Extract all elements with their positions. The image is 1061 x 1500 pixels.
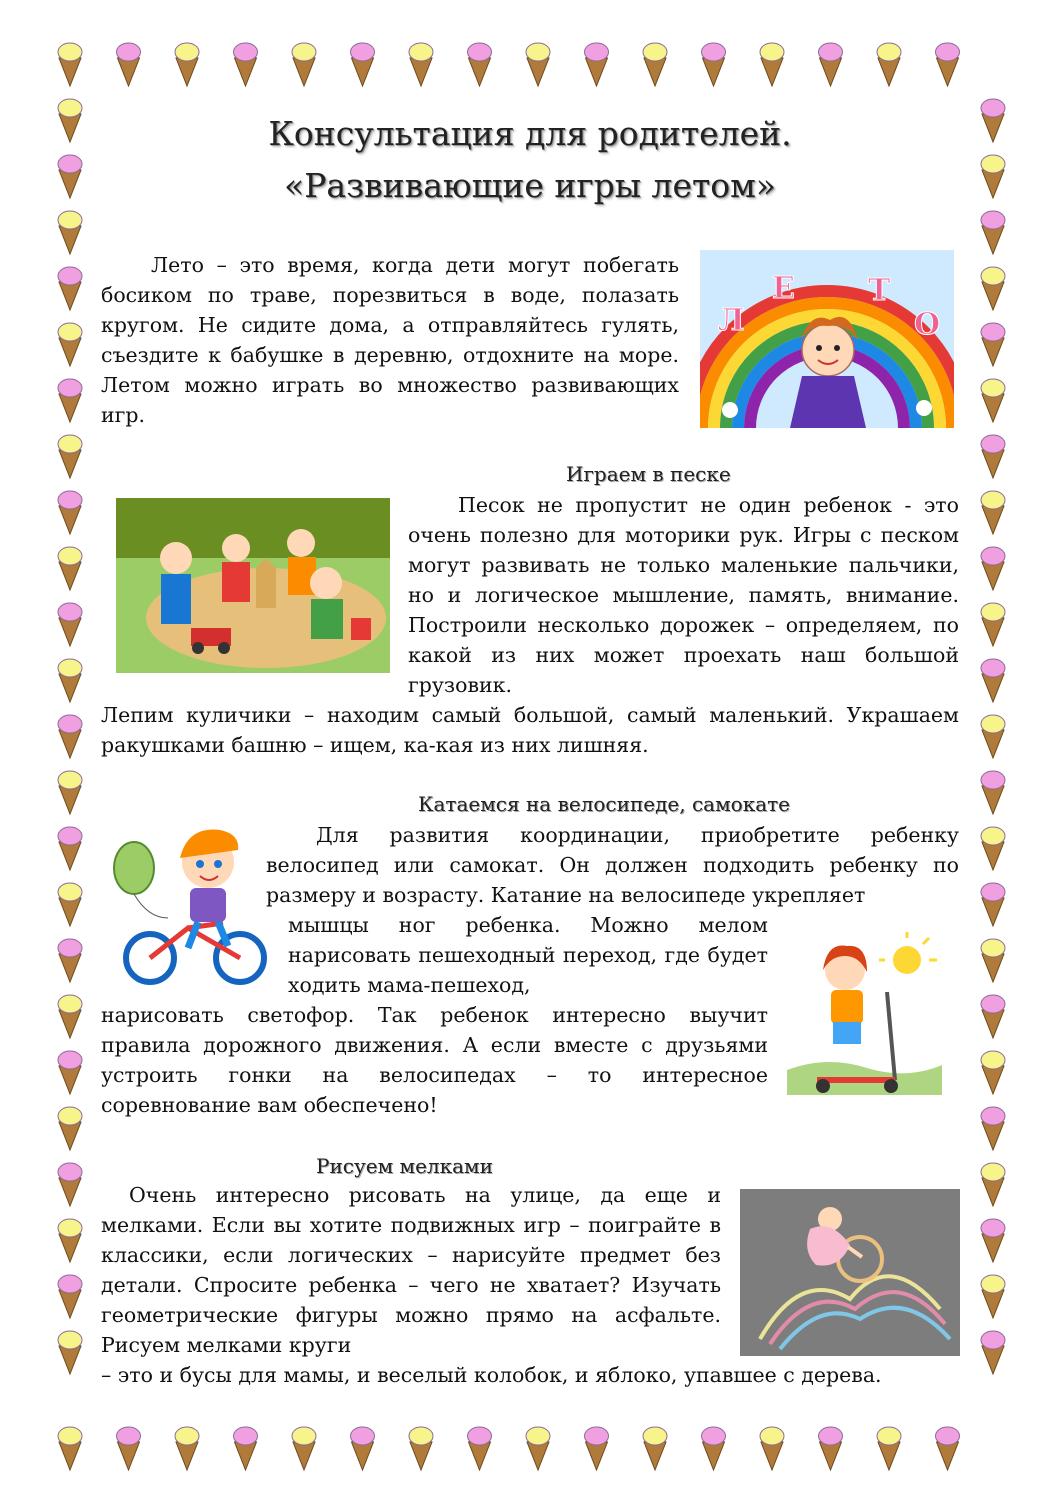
ice-cream-cone-icon xyxy=(58,267,82,310)
ice-cream-cone-icon xyxy=(981,603,1005,646)
chalk-paragraph-last: – это и бусы для мамы, и веселый колобок, и яблоко, упавшее с дерева. xyxy=(101,1363,882,1387)
ice-cream-cone-icon xyxy=(981,323,1005,366)
chalk-paragraph: Очень интересно рисовать на улице, да еще и мелками. Если вы хотите подвижных игр – поиграйте в классики, если логических – нарисуйте предмет без детали. Спросите ребенка – чего не хватает? Изучать геометрические фигуры можно прямо на асфальте. Рисуем мелками круги xyxy=(101,1183,721,1357)
ice-cream-cone-icon xyxy=(981,155,1005,198)
ice-cream-cone-icon xyxy=(981,1331,1005,1374)
ice-cream-cone-icon xyxy=(58,939,82,982)
ice-cream-cone-icon xyxy=(526,43,550,86)
ice-cream-cone-icon xyxy=(643,1427,667,1470)
ice-cream-cone-icon xyxy=(819,43,843,86)
ice-cream-cone-icon xyxy=(981,659,1005,702)
ice-cream-cone-icon xyxy=(877,43,901,86)
ice-cream-cone-icon xyxy=(981,939,1005,982)
ice-cream-cone-icon xyxy=(58,715,82,758)
girl-drawing-chalk-image xyxy=(740,1189,960,1356)
boy-on-bicycle-image xyxy=(108,818,268,988)
ice-cream-cone-icon xyxy=(819,1427,843,1470)
ice-cream-cone-icon xyxy=(292,1427,316,1470)
ice-cream-cone-icon xyxy=(351,43,375,86)
ice-cream-cone-icon xyxy=(760,1427,784,1470)
ice-cream-cone-icon xyxy=(981,379,1005,422)
girl-on-scooter-image xyxy=(787,930,942,1095)
ice-cream-cone-icon xyxy=(351,1427,375,1470)
chalk-heading: Рисуем мелками xyxy=(316,1154,493,1178)
ice-cream-cone-icon xyxy=(981,883,1005,926)
ice-cream-cone-icon xyxy=(58,99,82,142)
bike-heading: Катаемся на велосипеде, самокате xyxy=(418,792,791,816)
ice-cream-cone-icon xyxy=(936,1427,960,1470)
ice-cream-cone-icon xyxy=(58,603,82,646)
ice-cream-cone-icon xyxy=(981,1275,1005,1318)
ice-cream-cone-icon xyxy=(936,43,960,86)
summer-letter-4: О xyxy=(914,307,941,342)
ice-cream-cone-icon xyxy=(981,547,1005,590)
ice-cream-cone-icon xyxy=(468,43,492,86)
ice-cream-cone-icon xyxy=(981,491,1005,534)
ice-cream-cone-icon xyxy=(58,155,82,198)
ice-cream-cone-icon xyxy=(981,827,1005,870)
ice-cream-cone-icon xyxy=(58,491,82,534)
ice-cream-cone-icon xyxy=(292,43,316,86)
summer-letter-2: Е xyxy=(772,271,795,306)
summer-letter-3: Т xyxy=(868,273,891,308)
ice-cream-cone-icon xyxy=(58,547,82,590)
ice-cream-cone-icon xyxy=(981,1107,1005,1150)
page-title-line2: «Развивающие игры летом» xyxy=(284,166,776,205)
ice-cream-cone-icon xyxy=(58,771,82,814)
ice-cream-cone-icon xyxy=(58,1051,82,1094)
ice-cream-cone-icon xyxy=(58,435,82,478)
ice-cream-cone-icon xyxy=(234,1427,258,1470)
ice-cream-cone-icon xyxy=(702,43,726,86)
ice-cream-cone-icon xyxy=(981,267,1005,310)
ice-cream-cone-icon xyxy=(58,1163,82,1206)
ice-cream-cone-icon xyxy=(117,43,141,86)
ice-cream-cone-icon xyxy=(58,1331,82,1374)
ice-cream-cone-icon xyxy=(643,43,667,86)
summer-letter-1: Л xyxy=(718,303,745,338)
ice-cream-cone-icon xyxy=(58,379,82,422)
ice-cream-cone-icon xyxy=(175,1427,199,1470)
intro-paragraph: Лето – это время, когда дети могут побегать босиком по траве, порезвиться в воде, полазать кругом. Не сидите дома, а отправляйтесь гулять, съездите к бабушке в деревню, отдохните на море. Летом можно играть во множество развивающих игр. xyxy=(101,253,679,427)
summer-rainbow-image xyxy=(700,250,954,428)
ice-cream-cone-icon xyxy=(760,43,784,86)
ice-cream-cone-icon xyxy=(58,883,82,926)
ice-cream-cone-icon xyxy=(702,1427,726,1470)
ice-cream-cone-icon xyxy=(981,1219,1005,1262)
sand-heading: Играем в песке xyxy=(566,462,731,486)
ice-cream-cone-icon xyxy=(409,43,433,86)
ice-cream-cone-icon xyxy=(58,1107,82,1150)
ice-cream-cone-icon xyxy=(58,827,82,870)
ice-cream-cone-icon xyxy=(409,1427,433,1470)
ice-cream-cone-icon xyxy=(877,1427,901,1470)
ice-cream-cone-icon xyxy=(117,1427,141,1470)
ice-cream-cone-icon xyxy=(981,995,1005,1038)
ice-cream-cone-icon xyxy=(585,43,609,86)
ice-cream-cone-icon xyxy=(981,771,1005,814)
ice-cream-cone-icon xyxy=(981,99,1005,142)
ice-cream-cone-icon xyxy=(58,1427,82,1470)
ice-cream-cone-icon xyxy=(981,1051,1005,1094)
ice-cream-cone-icon xyxy=(981,211,1005,254)
bike-paragraph-middle: мышцы ног ребенка. Можно мелом нарисовать пешеходный переход, где будет ходить мама-пешеход, xyxy=(288,913,768,997)
ice-cream-cone-icon xyxy=(58,323,82,366)
ice-cream-cone-icon xyxy=(58,43,82,86)
ice-cream-cone-icon xyxy=(526,1427,550,1470)
ice-cream-cone-icon xyxy=(468,1427,492,1470)
ice-cream-cone-icon xyxy=(981,435,1005,478)
sand-paragraph-continued: Лепим куличики – находим самый большой, самый маленький. Украшаем ракушками башню – ищем, ка-кая из них лишняя. xyxy=(101,703,959,757)
sandbox-image xyxy=(116,498,390,673)
ice-cream-cone-icon xyxy=(175,43,199,86)
ice-cream-cone-icon xyxy=(58,211,82,254)
ice-cream-cone-icon xyxy=(58,1219,82,1262)
ice-cream-cone-icon xyxy=(58,1275,82,1318)
bike-paragraph: Для развития координации, приобретите ребенку велосипед или самокат. Он должен подходить ребенку по размеру и возрасту. Катание на велосипеде укрепляет xyxy=(266,823,959,907)
page-title-line1: Консультация для родителей. xyxy=(268,114,792,153)
sand-paragraph: Песок не пропустит не один ребенок - это очень полезно для моторики рук. Игры с песком могут развивать не только маленькие пальчики, но и логическое мышление, память, внимание. Построили несколько дорожек – определяем, по какой из них может проехать наш большой грузовик. xyxy=(408,493,959,697)
ice-cream-cone-icon xyxy=(58,659,82,702)
ice-cream-cone-icon xyxy=(981,715,1005,758)
bike-paragraph-end: нарисовать светофор. Так ребенок интересно выучит правила дорожного движения. А если вместе с друзьями устроить гонки на велосипедах – то интересное соревнование вам обеспечено! xyxy=(101,1003,768,1117)
ice-cream-cone-icon xyxy=(234,43,258,86)
ice-cream-cone-icon xyxy=(58,995,82,1038)
ice-cream-cone-icon xyxy=(981,1163,1005,1206)
ice-cream-cone-icon xyxy=(585,1427,609,1470)
